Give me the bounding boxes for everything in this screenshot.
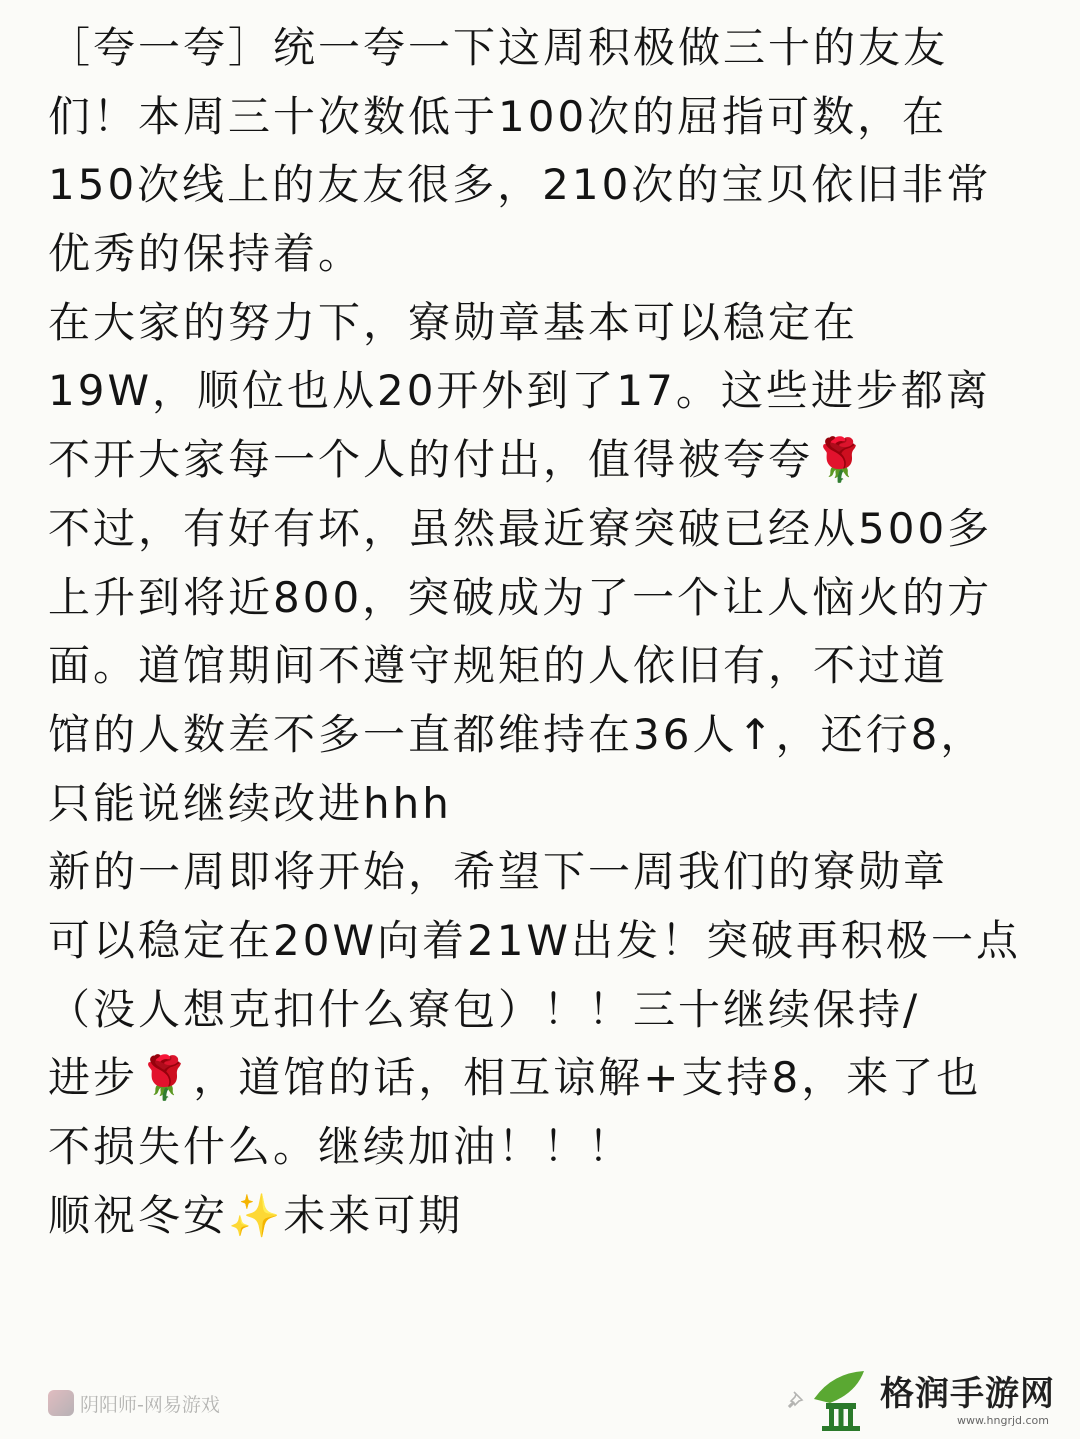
note-line: 可以稳定在20W向着21W出发！突破再积极一点 — [48, 915, 1021, 965]
note-line: 不过，有好有坏，虽然最近寮突破已经从500多 — [48, 503, 993, 553]
source-bar — [48, 1372, 808, 1434]
note-line: 在大家的努力下，寮勋章基本可以稳定在 — [48, 297, 859, 347]
note-line: 面。道馆期间不遵守规矩的人依旧有，不过道 — [48, 641, 949, 691]
note-line: （没人想克扣什么寮包）！！三十继续保持/ — [48, 984, 921, 1034]
app-source-label: 阴阳师-网易游戏 — [80, 1393, 220, 1416]
note-line: 们！本周三十次数低于100次的屈指可数，在 — [48, 91, 948, 141]
app-source[interactable] — [48, 1390, 220, 1417]
site-logo-icon — [812, 1369, 870, 1431]
note-line: 150次线上的友友很多，210次的宝贝依旧非常 — [48, 160, 992, 210]
note-line: 优秀的保持着。 — [48, 229, 364, 279]
site-name: 格润手游网 — [880, 1373, 1055, 1414]
note-line: 只能说继续改进hhh — [48, 778, 452, 828]
note-line: 不开大家每一个人的付出，值得被夸夸🌹 — [48, 435, 869, 485]
note-line: 馆的人数差不多一直都维持在36人↑，还行8， — [48, 709, 986, 759]
note-line: 进步🌹，道馆的话，相互谅解+支持8，来了也 — [48, 1053, 982, 1103]
pin-icon[interactable] — [786, 1389, 808, 1417]
note-line: 不损失什么。继续加油！！！ — [48, 1122, 634, 1171]
note-line: 上升到将近800，突破成为了一个让人恼火的方 — [48, 572, 993, 622]
site-url: www.hngrjd.com — [957, 1413, 1049, 1427]
note-line: 新的一周即将开始，希望下一周我们的寮勋章 — [48, 847, 949, 897]
note-line: 顺祝冬安✨未来可期 — [48, 1190, 464, 1240]
site-watermark — [812, 1365, 1072, 1435]
handwritten-note — [48, 14, 1048, 1250]
note-line: ［夸一夸］统一夸一下这周积极做三十的友友 — [48, 23, 949, 72]
onmyoji-app-icon — [48, 1390, 74, 1416]
note-line: 19W，顺位也从20开外到了17。这些进步都离 — [48, 366, 991, 416]
